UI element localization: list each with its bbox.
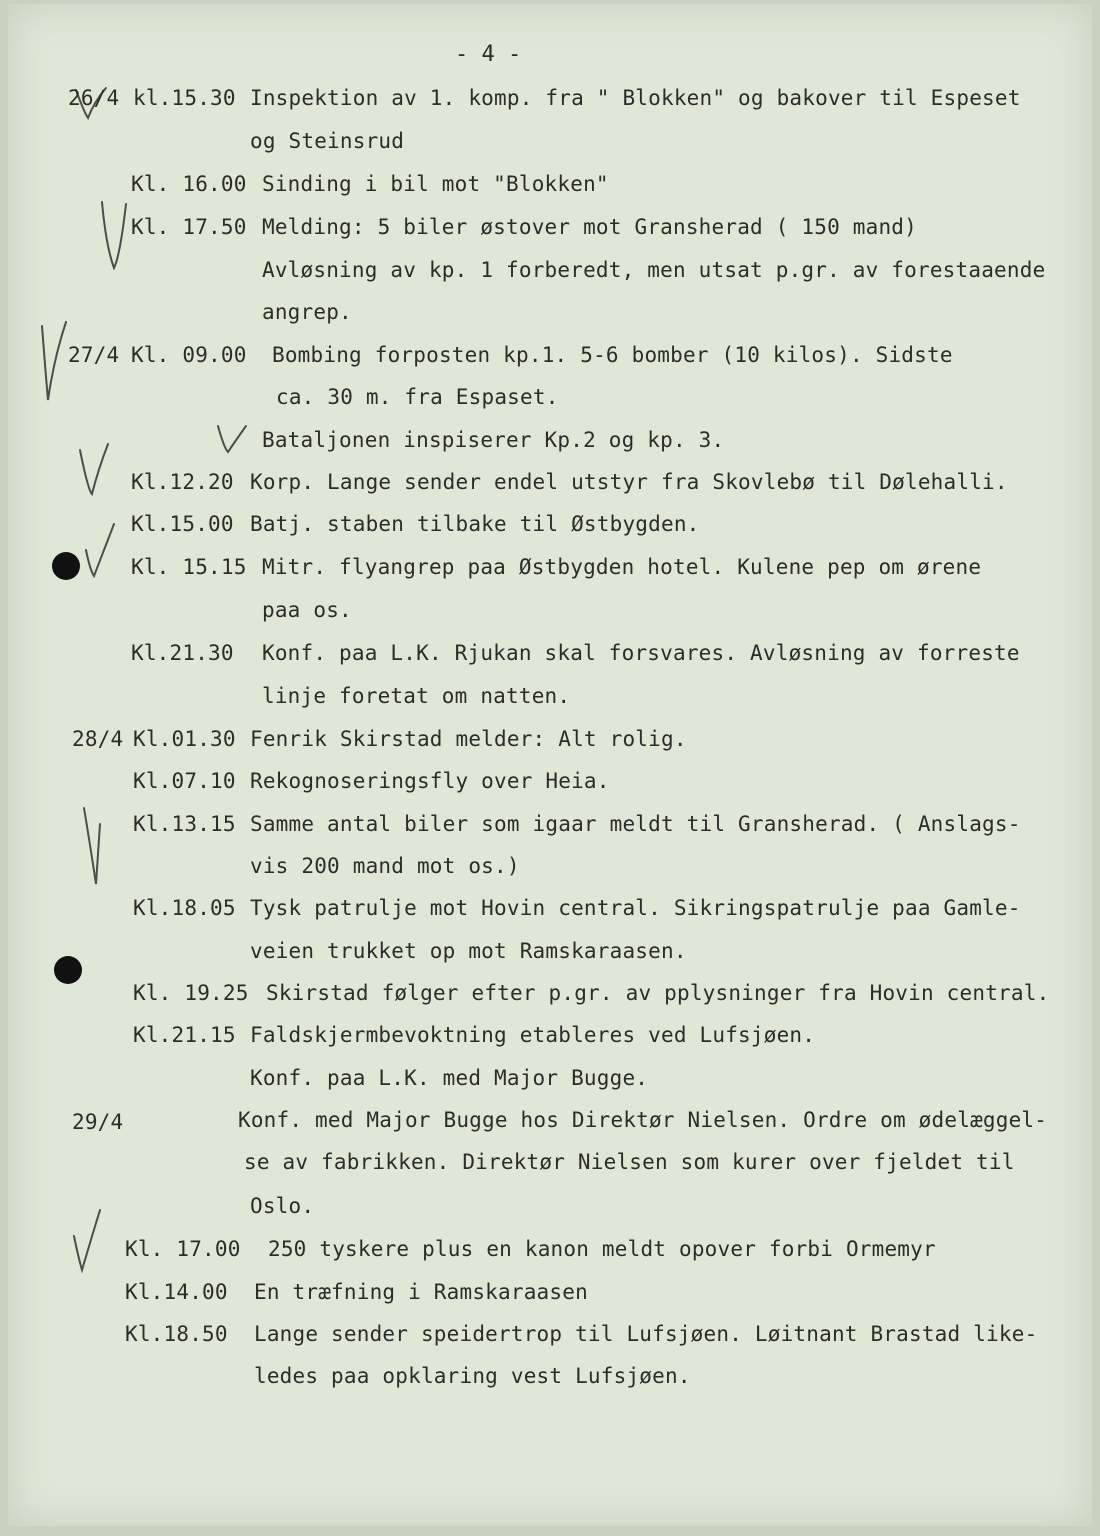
entry-text: Faldskjermbevoktning etableres ved Lufsjøen. xyxy=(250,1023,816,1047)
entry-text: Lange sender speidertrop til Lufsjøen. Løitnant Brastad like- xyxy=(254,1322,1038,1346)
entry-text: Avløsning av kp. 1 forberedt, men utsat p.gr. av forestaaende xyxy=(262,258,1046,282)
entry-text: Bombing forposten kp.1. 5-6 bomber (10 kilos). Sidste xyxy=(272,343,953,367)
entry-text: Inspektion av 1. komp. fra " Blokken" og bakover til Espeset xyxy=(250,86,1021,110)
entry-date: 27/4 xyxy=(68,343,120,367)
entry-time: Kl.12.20 xyxy=(131,470,234,494)
entry-time: Kl.13.15 xyxy=(133,812,236,836)
entry-text: linje foretat om natten. xyxy=(262,684,571,708)
entry-text: Tysk patrulje mot Hovin central. Sikringspatrulje paa Gamle- xyxy=(250,896,1021,920)
entry-text: Oslo. xyxy=(250,1194,315,1218)
entry-date: 28/4 xyxy=(72,727,124,751)
entry-text: Batj. staben tilbake til Østbygden. xyxy=(250,512,700,536)
entry-time: Kl.14.00 xyxy=(125,1280,228,1304)
page-number: - 4 - xyxy=(455,42,522,67)
entry-time: Kl.01.30 xyxy=(133,727,236,751)
entry-text: og Steinsrud xyxy=(250,129,405,153)
entry-time: Kl. 17.50 xyxy=(131,215,247,239)
entry-text: paa os. xyxy=(262,598,352,622)
entry-text: En træfning i Ramskaraasen xyxy=(254,1280,588,1304)
entry-text: se av fabrikken. Direktør Nielsen som kurer over fjeldet til xyxy=(244,1150,1015,1174)
entry-text: Korp. Lange sender endel utstyr fra Skovlebø til Dølehalli. xyxy=(250,470,1008,494)
entry-time: Kl.07.10 xyxy=(133,769,236,793)
entry-text: Fenrik Skirstad melder: Alt rolig. xyxy=(250,727,687,751)
entry-text: 250 tyskere plus en kanon meldt opover forbi Ormemyr xyxy=(268,1237,936,1261)
entry-time: Kl. 17.00 xyxy=(125,1237,241,1261)
entry-time: Kl. 15.15 xyxy=(131,555,247,579)
checkmark-icon xyxy=(68,1206,108,1276)
entry-time: Kl. 16.00 xyxy=(131,172,247,196)
checkmark-icon xyxy=(214,422,250,458)
entry-time: Kl.21.15 xyxy=(133,1023,236,1047)
punch-hole xyxy=(52,552,80,580)
entry-text: Konf. paa L.K. med Major Bugge. xyxy=(250,1066,649,1090)
entry-text: Konf. med Major Bugge hos Direktør Nielsen. Ordre om ødelæggel- xyxy=(238,1108,1048,1132)
entry-text: angrep. xyxy=(262,300,352,324)
checkmark-icon xyxy=(96,196,136,276)
checkmark-icon xyxy=(76,804,116,888)
entry-time: Kl.15.00 xyxy=(131,512,234,536)
entry-text: Skirstad følger efter p.gr. av pplysninger fra Hovin central. xyxy=(266,981,1050,1005)
entry-date: 26/4 xyxy=(68,86,120,110)
entry-time: Kl.18.50 xyxy=(125,1322,228,1346)
entry-time: Kl. 19.25 xyxy=(133,981,249,1005)
entry-text: ca. 30 m. fra Espaset. xyxy=(276,385,559,409)
entry-time: Kl.18.05 xyxy=(133,896,236,920)
checkmark-icon xyxy=(74,440,114,500)
punch-hole xyxy=(54,956,82,984)
entry-text: Konf. paa L.K. Rjukan skal forsvares. Avløsning av forreste xyxy=(262,641,1020,665)
entry-text: Melding: 5 biler østover mot Gransherad ( 150 mand) xyxy=(262,215,917,239)
entry-text: Bataljonen inspiserer Kp.2 og kp. 3. xyxy=(262,428,725,452)
entry-text: Mitr. flyangrep paa Østbygden hotel. Kulene pep om ørene xyxy=(262,555,982,579)
checkmark-icon xyxy=(80,520,120,580)
entry-text: Samme antal biler som igaar meldt til Gransherad. ( Anslags- xyxy=(250,812,1021,836)
entry-text: ledes paa opklaring vest Lufsjøen. xyxy=(254,1364,691,1388)
entry-date: 29/4 xyxy=(72,1110,124,1134)
entry-text: Sinding i bil mot "Blokken" xyxy=(262,172,609,196)
entry-time: Kl.21.30 xyxy=(131,641,234,665)
entry-text: veien trukket op mot Ramskaraasen. xyxy=(250,939,687,963)
entry-text: Rekognoseringsfly over Heia. xyxy=(250,769,610,793)
entry-time: Kl. 09.00 xyxy=(131,343,247,367)
entry-text: vis 200 mand mot os.) xyxy=(250,854,520,878)
entry-time: kl.15.30 xyxy=(133,86,236,110)
